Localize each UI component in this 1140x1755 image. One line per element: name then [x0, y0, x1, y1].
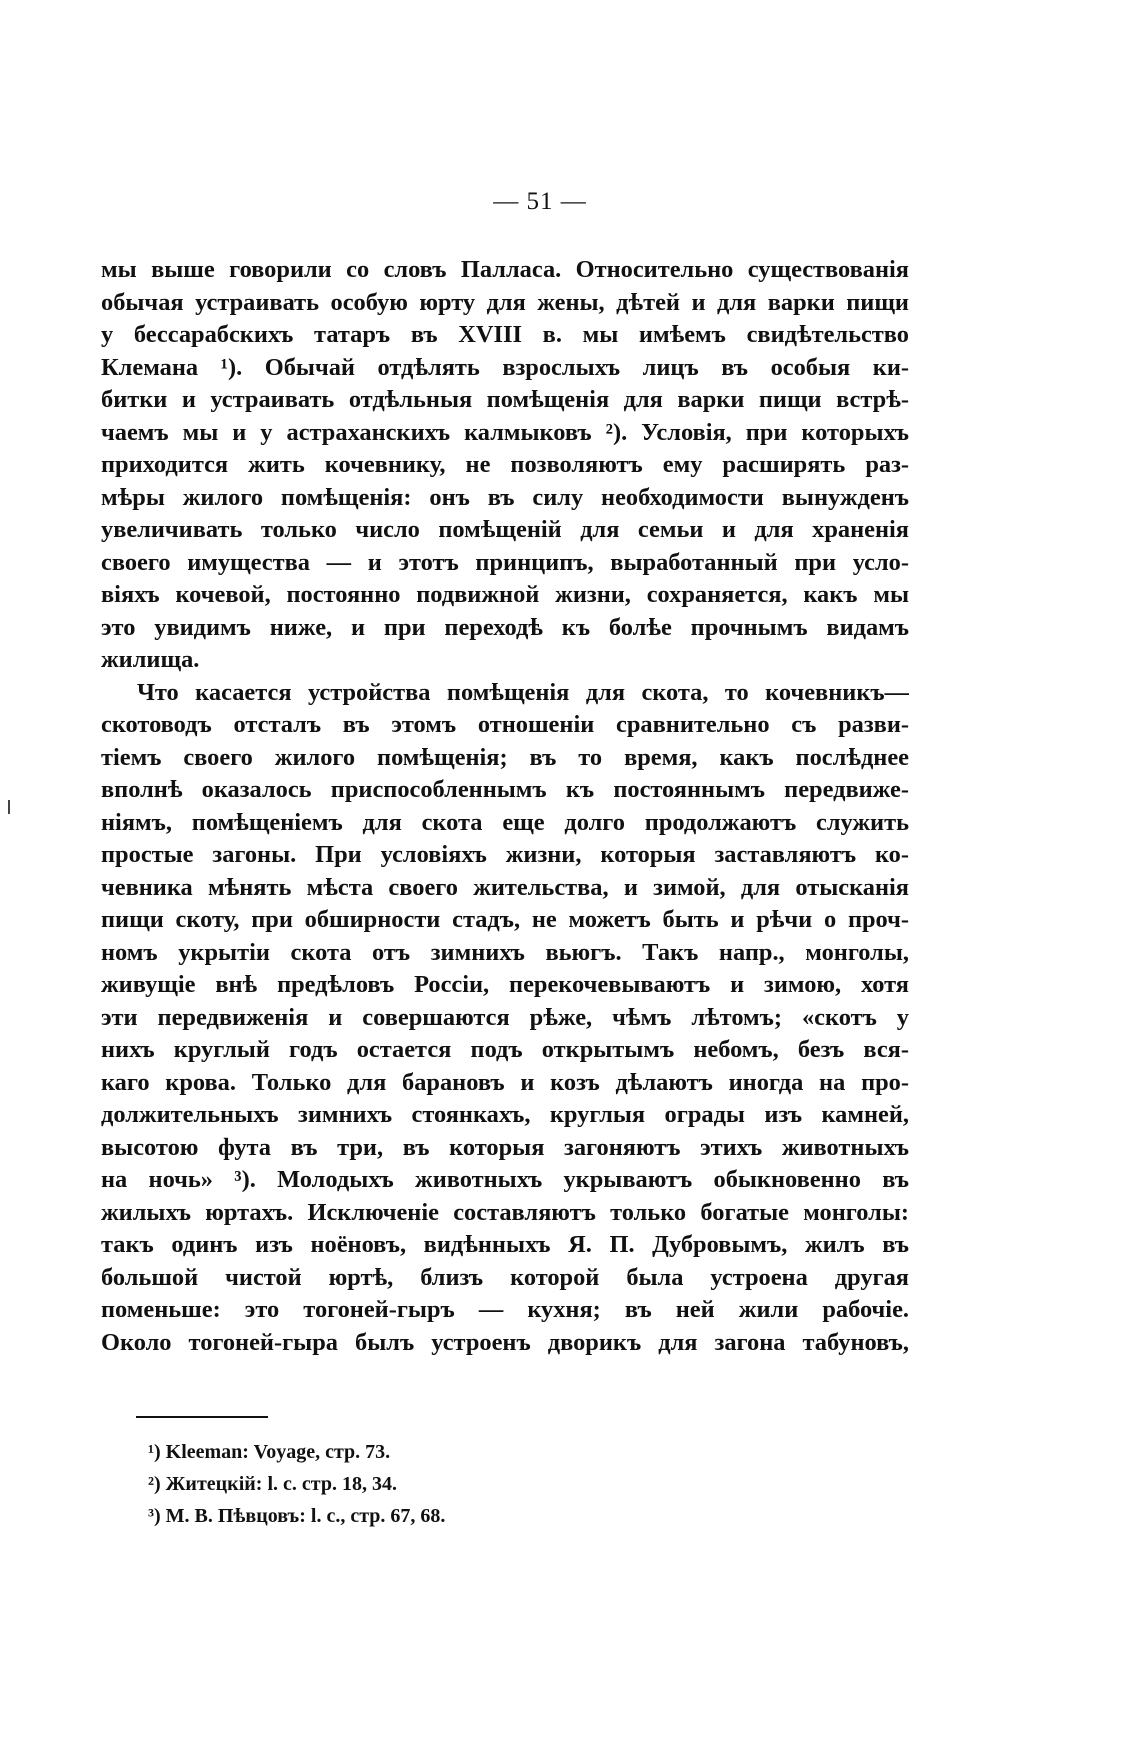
text-line: жилыхъ юртахъ. Исключеніе составляютъ только богатые монголы:	[101, 1198, 909, 1226]
text-line: это увидимъ ниже, и при переходѣ къ болѣе прочнымъ видамъ	[101, 613, 909, 641]
footnote-divider	[136, 1416, 268, 1418]
footnote-2: ²) Житецкій: l. c. стр. 18, 34.	[148, 1473, 397, 1495]
text-line: чаемъ мы и у астраханскихъ калмыковъ ²). Условія, при которыхъ	[101, 418, 909, 446]
text-line: тіемъ своего жилого помѣщенія; въ то время, какъ послѣднее	[101, 743, 909, 771]
text-line: большой чистой юртѣ, близъ которой была устроена другая	[101, 1263, 909, 1291]
text-line: на ночь» ³). Молодыхъ животныхъ укрываютъ обыкновенно въ	[101, 1166, 909, 1193]
text-line: поменьше: это тогоней-гыръ — кухня; въ ней жили рабочіе.	[101, 1296, 909, 1323]
text-line: высотою фута въ три, въ которыя загоняютъ этихъ животныхъ	[101, 1133, 909, 1161]
page-number: — 51 —	[493, 188, 587, 215]
text-line: мѣры жилого помѣщенія: онъ въ силу необходимости вынужденъ	[101, 483, 909, 511]
text-line-paragraph-start: Что касается устройства помѣщенія для скота, то кочевникъ—	[137, 678, 909, 706]
text-line: мы выше говорили со словъ Палласа. Относительно существованія	[101, 256, 909, 283]
footnote-1: ¹) Kleeman: Voyage, стр. 73.	[148, 1441, 391, 1463]
text-line: Около тогоней-гыра былъ устроенъ дворикъ для загона табуновъ,	[101, 1328, 909, 1356]
text-line: Клемана ¹). Обычай отдѣлять взрослыхъ лицъ въ особыя ки-	[101, 353, 909, 381]
text-line: чевника мѣнять мѣста своего жительства, и зимой, для отысканія	[101, 873, 909, 901]
text-line: скотоводъ отсталъ въ этомъ отношеніи сравнительно съ разви-	[101, 711, 909, 738]
text-line: живущіе внѣ предѣловъ Россіи, перекочевываютъ и зимою, хотя	[101, 971, 909, 998]
text-line: жилища.	[101, 646, 200, 673]
text-line: приходится жить кочевнику, не позволяютъ ему расширять раз-	[101, 451, 909, 478]
footnote-3: ³) М. В. Пѣвцовъ: l. c., стр. 67, 68.	[148, 1505, 446, 1527]
text-line: обычая устраивать особую юрту для жены, дѣтей и для варки пищи	[101, 288, 909, 316]
text-line: у бессарабскихъ татаръ въ XVIII в. мы имѣемъ свидѣтельство	[101, 321, 909, 348]
text-line: номъ укрытіи скота отъ зимнихъ вьюгъ. Такъ напр., монголы,	[101, 938, 909, 966]
text-line: ніямъ, помѣщеніемъ для скота еще долго продолжаютъ служить	[101, 808, 909, 836]
text-line: битки и устраивать отдѣльныя помѣщенія для варки пищи встрѣ-	[101, 386, 909, 413]
body-text	[101, 254, 909, 1359]
text-line: пищи скоту, при обширности стадъ, не можетъ быть и рѣчи о проч-	[101, 906, 909, 933]
text-line: віяхъ кочевой, постоянно подвижной жизни, сохраняется, какъ мы	[101, 581, 909, 608]
margin-mark	[8, 800, 10, 814]
text-line: своего имущества — и этотъ принципъ, выработанный при усло-	[101, 548, 909, 576]
text-line: простые загоны. При условіяхъ жизни, которыя заставляютъ ко-	[101, 841, 909, 868]
text-line: вполнѣ оказалось приспособленнымъ къ постояннымъ передвиже-	[101, 776, 909, 803]
text-line: такъ одинъ изъ ноёновъ, видѣнныхъ Я. П. Дубровымъ, жилъ въ	[101, 1231, 909, 1258]
text-line: каго крова. Только для барановъ и козъ дѣлаютъ иногда на про-	[101, 1068, 909, 1096]
footnotes	[148, 1436, 748, 1532]
text-line: эти передвиженія и совершаются рѣже, чѣмъ лѣтомъ; «скотъ у	[101, 1003, 909, 1031]
text-line: увеличивать только число помѣщеній для семьи и для храненія	[101, 516, 909, 543]
text-line: нихъ круглый годъ остается подъ открытымъ небомъ, безъ вся-	[101, 1036, 909, 1063]
text-line: должительныхъ зимнихъ стоянкахъ, круглыя ограды изъ камней,	[101, 1101, 909, 1128]
